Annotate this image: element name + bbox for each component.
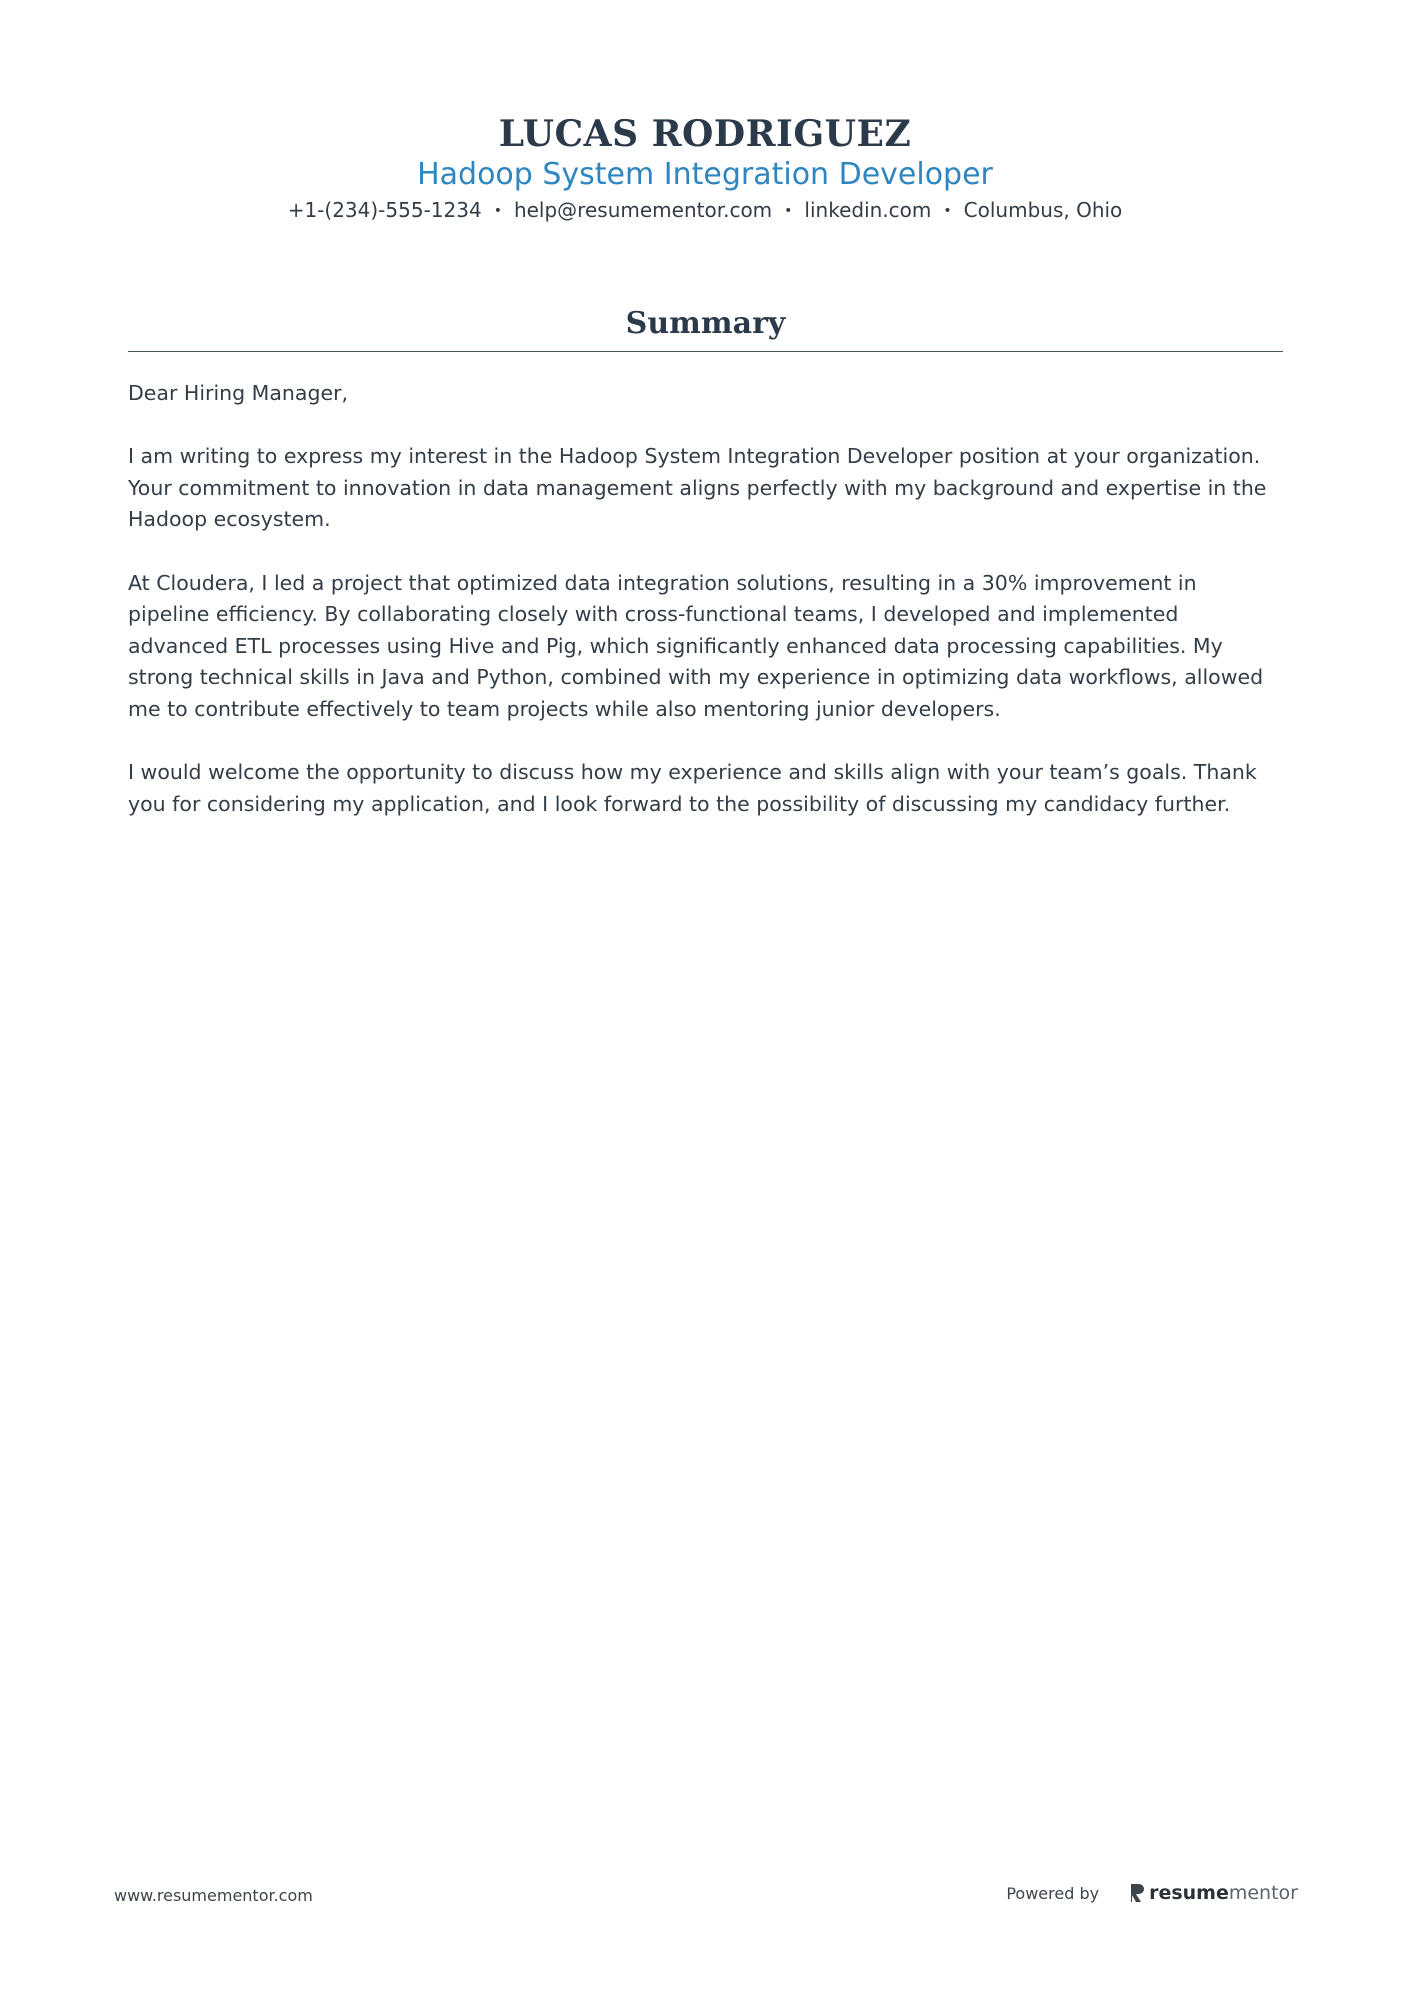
contact-linkedin[interactable]: linkedin.com — [804, 198, 932, 222]
letter-paragraph: I am writing to express my interest in the Hadoop System Integration Developer position at your organization. Your commitment to innovation in data management aligns perfectly with my background and expertise in the Hadoop ecosystem. — [128, 444, 1267, 532]
contact-email[interactable]: help@resumementor.com — [513, 198, 773, 222]
contact-line — [0, 196, 1410, 225]
resume-header — [0, 112, 1410, 225]
brand-name-light: mentor — [1228, 1882, 1298, 1904]
brand-name-strong: resume — [1149, 1882, 1229, 1904]
cover-letter-body — [128, 378, 1283, 852]
contact-phone: +1-(234)-555-1234 — [287, 198, 482, 222]
letter-paragraph: I would welcome the opportunity to discuss how my experience and skills align with your team’s goals. Thank you for considering my application, and I look forward to the possibility of discussing my candidacy further. — [128, 760, 1257, 816]
candidate-name: LUCAS RODRIGUEZ — [498, 113, 912, 155]
job-title: Hadoop System Integration Developer — [417, 157, 993, 192]
powered-by-label: Powered by — [1006, 1883, 1100, 1903]
footer-branding — [1006, 1882, 1298, 1904]
section-divider — [128, 351, 1283, 352]
resumementor-logo[interactable] — [1129, 1882, 1298, 1904]
letter-greeting: Dear Hiring Manager, — [128, 381, 349, 405]
contact-location: Columbus, Ohio — [963, 198, 1123, 222]
resumementor-logo-icon — [1129, 1883, 1145, 1903]
section-title-summary: Summary — [625, 306, 786, 341]
contact-separator: • — [943, 203, 952, 219]
contact-separator: • — [784, 203, 793, 219]
contact-separator: • — [493, 203, 502, 219]
footer-website[interactable]: www.resumementor.com — [114, 1886, 313, 1905]
letter-paragraph: At Cloudera, I led a project that optimized data integration solutions, resulting in a 30% improvement in pipeline efficiency. By collaborating closely with cross-functional teams, I developed and implemented advanced ETL processes using Hive and Pig, which significantly enhanced data processing capabilities. My strong technical skills in Java and Python, combined with my experience in optimizing data workflows, allowed me to contribute effectively to team projects while also mentoring junior developers. — [128, 570, 1264, 721]
